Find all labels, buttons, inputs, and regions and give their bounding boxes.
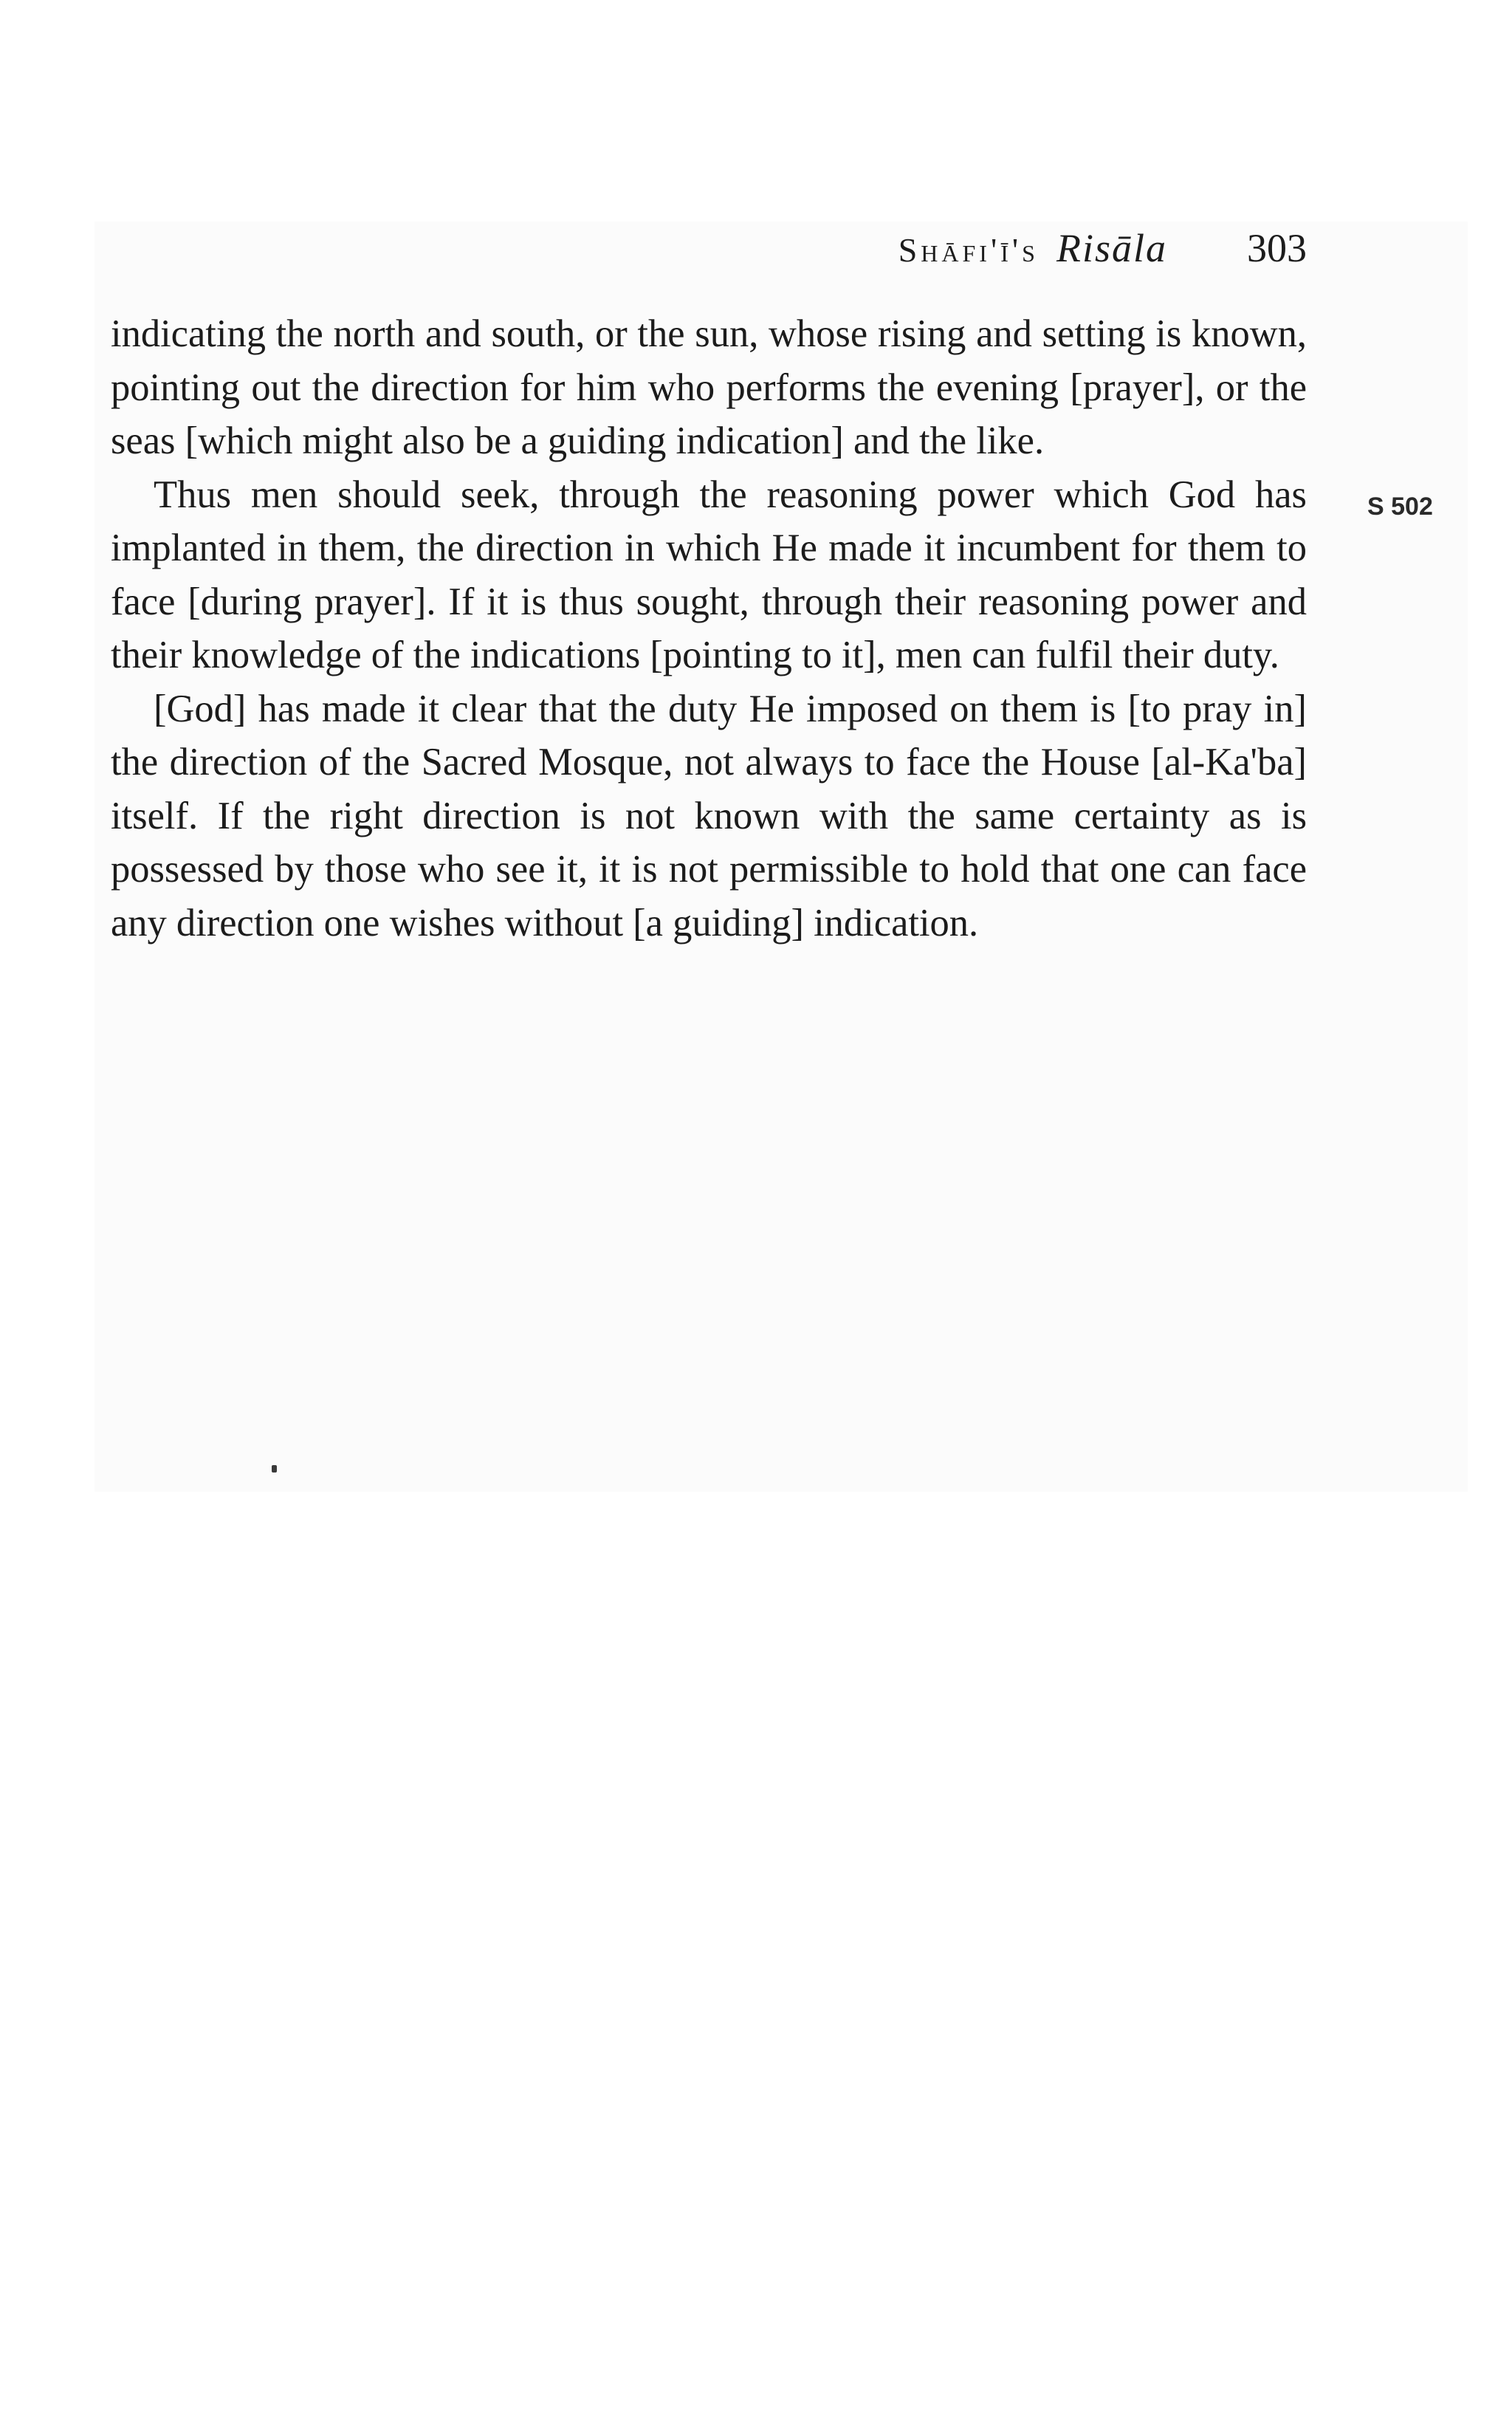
- paragraph-continued: indicating the north and south, or the sun, whose rising and setting is known, pointing out the direction for him who performs the evening [prayer], or the seas [which might also be a guiding indication] and the like.: [111, 312, 1307, 462]
- margin-note-section-ref: S 502: [1367, 493, 1433, 521]
- running-head: [111, 219, 1307, 278]
- body-text: [111, 307, 1307, 950]
- running-head-author: Shāfi'ī's: [898, 231, 1039, 269]
- paragraph: Thus men should seek, through the reasoning power which God has implanted in them, the direction in which He made it incumbent for them to face [during prayer]. If it is thus sought, through their reasoning power and their knowledge of the indications [pointing to it], men can fulfil their duty.: [111, 473, 1307, 676]
- paragraph: [God] has made it clear that the duty He imposed on them is [to pray in] the direction of the Sacred Mosque, not always to face the House [al-Ka'ba] itself. If the right direction is not known with the same certainty as is possessed by those who see it, it is not permissible to hold that one can face any direction one wishes without [a guiding] indication.: [111, 687, 1307, 945]
- scan-speck: [272, 1465, 277, 1473]
- page-number: 303: [1247, 226, 1307, 270]
- running-head-title: Risāla: [1056, 226, 1167, 270]
